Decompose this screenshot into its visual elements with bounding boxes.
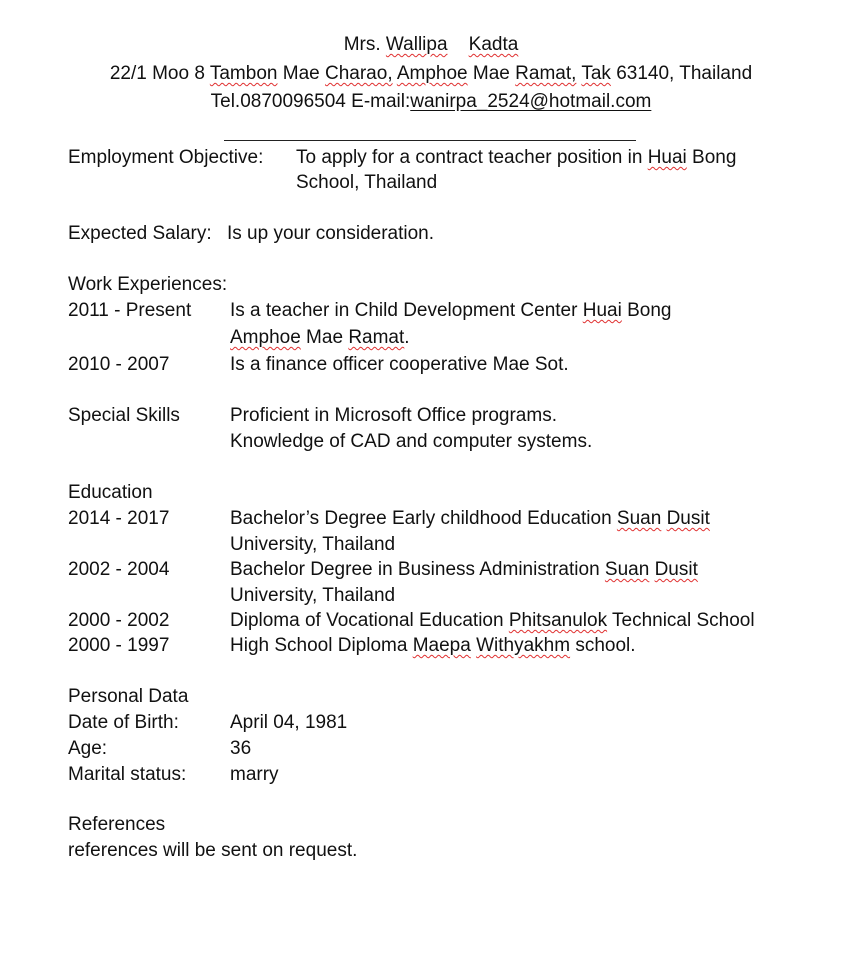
address-line: 22/1 Moo 8 Tambon Mae Charao, Amphoe Mae Ramat, Tak 63140, Thailand xyxy=(109,63,753,84)
work-desc-1: Is a teacher in Child Development Center Huai Bong xyxy=(230,300,672,321)
age-label: Age: xyxy=(68,738,108,759)
skill-1: Proficient in Microsoft Office programs. xyxy=(230,405,557,426)
personal-heading: Personal Data xyxy=(68,686,189,707)
marital-label: Marital status: xyxy=(68,764,187,785)
work-desc-2: Is a finance officer cooperative Mae Sot. xyxy=(230,354,569,375)
edu-period-2: 2002 - 2004 xyxy=(68,559,170,580)
edu-desc-3: Diploma of Vocational Education Phitsanulok Technical School xyxy=(230,610,755,631)
work-desc-1-cont: Amphoe Mae Ramat. xyxy=(230,327,410,348)
dob-value: April 04, 1981 xyxy=(230,712,348,733)
edu-period-4: 2000 - 1997 xyxy=(68,635,170,656)
edu-desc-4: High School Diploma Maepa Withyakhm school. xyxy=(230,635,636,656)
objective-text-cont: School, Thailand xyxy=(296,172,438,193)
dob-label: Date of Birth: xyxy=(68,712,179,733)
edu-desc-2: Bachelor Degree in Business Administration Suan Dusit xyxy=(230,559,698,580)
education-heading: Education xyxy=(68,482,153,503)
email-link[interactable]: wanirpa_2524@hotmail.com xyxy=(410,91,652,112)
edu-period-3: 2000 - 2002 xyxy=(68,610,170,631)
references-heading: References xyxy=(68,814,166,835)
work-heading: Work Experiences: xyxy=(68,274,228,295)
applicant-name: Mrs. Wallipa Kadta xyxy=(343,34,519,55)
work-period-1: 2011 - Present xyxy=(68,300,192,321)
references-text: references will be sent on request. xyxy=(68,840,358,861)
work-period-2: 2010 - 2007 xyxy=(68,354,170,375)
skill-2: Knowledge of CAD and computer systems. xyxy=(230,431,593,452)
first-name: Wallipa xyxy=(385,34,448,55)
age-value: 36 xyxy=(230,738,252,759)
edu-desc-2-cont: University, Thailand xyxy=(230,585,396,606)
marital-value: marry xyxy=(230,764,279,785)
salary-text: Is up your consideration. xyxy=(227,223,435,244)
last-name: Kadta xyxy=(468,34,519,55)
edu-desc-1-cont: University, Thailand xyxy=(230,534,396,555)
edu-desc-1: Bachelor’s Degree Early childhood Education Suan Dusit xyxy=(230,508,710,529)
header-divider xyxy=(224,140,636,141)
objective-text: To apply for a contract teacher position in Huai Bong xyxy=(296,147,737,168)
objective-label: Employment Objective: xyxy=(68,147,264,168)
skills-label: Special Skills xyxy=(68,405,180,426)
contact-line: Tel.0870096504 E-mail:wanirpa_2524@hotmail.com xyxy=(210,91,652,112)
edu-period-1: 2014 - 2017 xyxy=(68,508,170,529)
salary-label: Expected Salary: xyxy=(68,223,212,244)
